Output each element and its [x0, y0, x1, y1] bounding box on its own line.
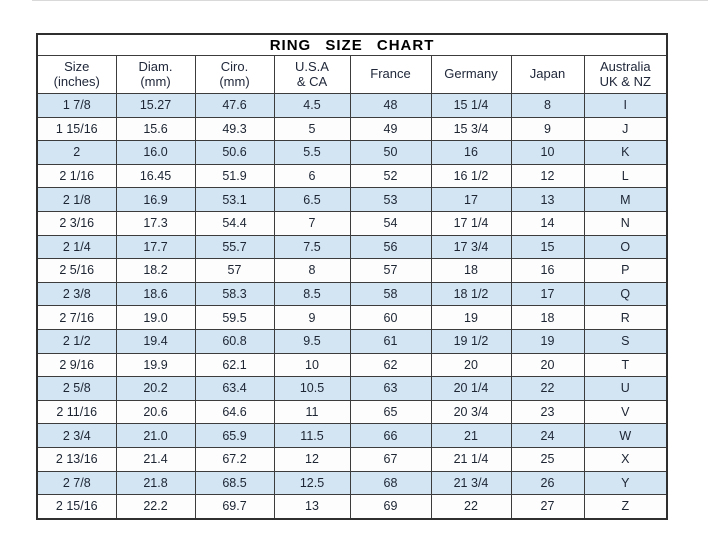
table-cell: 15.6 [116, 117, 195, 141]
table-row [37, 282, 667, 306]
table-cell: 57 [195, 259, 274, 283]
table-cell: 21.0 [116, 424, 195, 448]
table-cell: 11 [274, 400, 350, 424]
table-cell: 10.5 [274, 377, 350, 401]
column-header: Japan [511, 56, 584, 94]
table-cell: L [584, 164, 667, 188]
table-cell: 16.45 [116, 164, 195, 188]
table-cell: 11.5 [274, 424, 350, 448]
table-cell: W [584, 424, 667, 448]
table-cell: 61 [350, 329, 431, 353]
table-cell: 57 [350, 259, 431, 283]
table-cell: 65.9 [195, 424, 274, 448]
column-header-row [37, 56, 667, 94]
table-cell: 2 1/8 [37, 188, 116, 212]
table-cell: 49 [350, 117, 431, 141]
table-cell: 21 3/4 [431, 471, 511, 495]
table-row [37, 164, 667, 188]
table-cell: 49.3 [195, 117, 274, 141]
table-cell: J [584, 117, 667, 141]
chart-title: RING SIZE CHART [37, 34, 667, 56]
column-header: Ciro. (mm) [195, 56, 274, 94]
table-cell: 20.2 [116, 377, 195, 401]
table-cell: 17 3/4 [431, 235, 511, 259]
table-cell: Z [584, 495, 667, 519]
table-cell: 17 1/4 [431, 211, 511, 235]
table-cell: 13 [274, 495, 350, 519]
table-cell: 12 [511, 164, 584, 188]
table-cell: R [584, 306, 667, 330]
table-cell: 12 [274, 447, 350, 471]
table-cell: 19 1/2 [431, 329, 511, 353]
table-cell: 8 [274, 259, 350, 283]
table-cell: 1 7/8 [37, 94, 116, 118]
table-cell: 66 [350, 424, 431, 448]
table-cell: 60.8 [195, 329, 274, 353]
table-cell: 18 [431, 259, 511, 283]
table-cell: 19 [431, 306, 511, 330]
table-cell: 22 [511, 377, 584, 401]
table-cell: 2 15/16 [37, 495, 116, 519]
table-cell: 7 [274, 211, 350, 235]
table-cell: Q [584, 282, 667, 306]
table-cell: 2 1/16 [37, 164, 116, 188]
table-row [37, 353, 667, 377]
table-cell: U [584, 377, 667, 401]
column-header: Germany [431, 56, 511, 94]
table-cell: 18 1/2 [431, 282, 511, 306]
table-cell: 16 1/2 [431, 164, 511, 188]
table-cell: X [584, 447, 667, 471]
table-cell: 19 [511, 329, 584, 353]
table-cell: 5.5 [274, 141, 350, 165]
table-cell: 15 3/4 [431, 117, 511, 141]
table-cell: 22 [431, 495, 511, 519]
table-cell: 48 [350, 94, 431, 118]
ring-size-chart-table [36, 33, 668, 520]
table-cell: 21.4 [116, 447, 195, 471]
table-cell: 16.9 [116, 188, 195, 212]
table-cell: 21 1/4 [431, 447, 511, 471]
table-cell: 8 [511, 94, 584, 118]
table-row [37, 400, 667, 424]
table-row [37, 259, 667, 283]
table-row [37, 141, 667, 165]
table-cell: 20.6 [116, 400, 195, 424]
table-row [37, 117, 667, 141]
table-cell: 16 [431, 141, 511, 165]
table-cell: O [584, 235, 667, 259]
table-cell: 51.9 [195, 164, 274, 188]
table-cell: 20 3/4 [431, 400, 511, 424]
table-cell: 2 5/8 [37, 377, 116, 401]
table-cell: 67 [350, 447, 431, 471]
table-cell: 50.6 [195, 141, 274, 165]
table-cell: 2 5/16 [37, 259, 116, 283]
table-cell: 2 7/8 [37, 471, 116, 495]
table-cell: 18.6 [116, 282, 195, 306]
table-cell: 2 9/16 [37, 353, 116, 377]
table-cell: 54 [350, 211, 431, 235]
table-cell: 52 [350, 164, 431, 188]
table-row [37, 447, 667, 471]
table-cell: 10 [274, 353, 350, 377]
table-row [37, 211, 667, 235]
table-cell: 6.5 [274, 188, 350, 212]
table-cell: 6 [274, 164, 350, 188]
table-cell: 58.3 [195, 282, 274, 306]
table-cell: 21.8 [116, 471, 195, 495]
table-cell: 16 [511, 259, 584, 283]
table-cell: 9 [274, 306, 350, 330]
table-row [37, 306, 667, 330]
table-cell: 16.0 [116, 141, 195, 165]
table-cell: 2 3/16 [37, 211, 116, 235]
table-cell: 15 [511, 235, 584, 259]
table-body [37, 94, 667, 519]
table-cell: 63 [350, 377, 431, 401]
table-cell: 9.5 [274, 329, 350, 353]
table-cell: 18.2 [116, 259, 195, 283]
table-cell: 69.7 [195, 495, 274, 519]
column-header: Diam. (mm) [116, 56, 195, 94]
table-cell: 7.5 [274, 235, 350, 259]
table-cell: 10 [511, 141, 584, 165]
table-cell: 67.2 [195, 447, 274, 471]
table-row [37, 377, 667, 401]
scan-artifact-line [32, 0, 708, 1]
table-cell: 5 [274, 117, 350, 141]
table-row [37, 471, 667, 495]
table-cell: 62.1 [195, 353, 274, 377]
table-cell: 17 [431, 188, 511, 212]
table-cell: 59.5 [195, 306, 274, 330]
table-row [37, 495, 667, 519]
table-row [37, 94, 667, 118]
table-cell: 27 [511, 495, 584, 519]
table-cell: 64.6 [195, 400, 274, 424]
table-cell: 62 [350, 353, 431, 377]
table-cell: 18 [511, 306, 584, 330]
table-cell: 26 [511, 471, 584, 495]
table-cell: 23 [511, 400, 584, 424]
table-cell: 54.4 [195, 211, 274, 235]
table-cell: 2 1/2 [37, 329, 116, 353]
table-cell: I [584, 94, 667, 118]
table-cell: N [584, 211, 667, 235]
table-row [37, 235, 667, 259]
table-cell: 60 [350, 306, 431, 330]
table-row [37, 424, 667, 448]
table-cell: 65 [350, 400, 431, 424]
table-cell: 69 [350, 495, 431, 519]
table-cell: S [584, 329, 667, 353]
table-cell: 17 [511, 282, 584, 306]
chart-title-row [37, 34, 667, 56]
table-cell: 68.5 [195, 471, 274, 495]
table-cell: 55.7 [195, 235, 274, 259]
table-cell: 14 [511, 211, 584, 235]
table-cell: M [584, 188, 667, 212]
table-cell: K [584, 141, 667, 165]
table-cell: 9 [511, 117, 584, 141]
table-cell: 53.1 [195, 188, 274, 212]
table-cell: 58 [350, 282, 431, 306]
table-cell: 19.9 [116, 353, 195, 377]
table-cell: 1 15/16 [37, 117, 116, 141]
table-cell: 20 [511, 353, 584, 377]
table-row [37, 188, 667, 212]
table-cell: 17.7 [116, 235, 195, 259]
table-cell: 2 [37, 141, 116, 165]
table-cell: 15.27 [116, 94, 195, 118]
table-cell: 20 [431, 353, 511, 377]
table-cell: 13 [511, 188, 584, 212]
table-cell: P [584, 259, 667, 283]
table-cell: 63.4 [195, 377, 274, 401]
table-cell: 2 3/8 [37, 282, 116, 306]
table-cell: 68 [350, 471, 431, 495]
table-cell: 20 1/4 [431, 377, 511, 401]
table-cell: 2 13/16 [37, 447, 116, 471]
table-cell: 15 1/4 [431, 94, 511, 118]
table-cell: 25 [511, 447, 584, 471]
table-cell: 24 [511, 424, 584, 448]
table-cell: 17.3 [116, 211, 195, 235]
table-cell: 47.6 [195, 94, 274, 118]
table-cell: 12.5 [274, 471, 350, 495]
table-cell: 19.0 [116, 306, 195, 330]
table-cell: 50 [350, 141, 431, 165]
table-cell: 2 7/16 [37, 306, 116, 330]
table-cell: 2 1/4 [37, 235, 116, 259]
table-cell: 2 11/16 [37, 400, 116, 424]
table-cell: 2 3/4 [37, 424, 116, 448]
table-cell: 53 [350, 188, 431, 212]
table-row [37, 329, 667, 353]
table-cell: 22.2 [116, 495, 195, 519]
table-cell: 4.5 [274, 94, 350, 118]
column-header: Size (inches) [37, 56, 116, 94]
column-header: France [350, 56, 431, 94]
table-cell: 19.4 [116, 329, 195, 353]
table-cell: 56 [350, 235, 431, 259]
table-cell: Y [584, 471, 667, 495]
table-cell: 21 [431, 424, 511, 448]
table-cell: V [584, 400, 667, 424]
column-header: Australia UK & NZ [584, 56, 667, 94]
column-header: U.S.A & CA [274, 56, 350, 94]
table-cell: 8.5 [274, 282, 350, 306]
table-cell: T [584, 353, 667, 377]
